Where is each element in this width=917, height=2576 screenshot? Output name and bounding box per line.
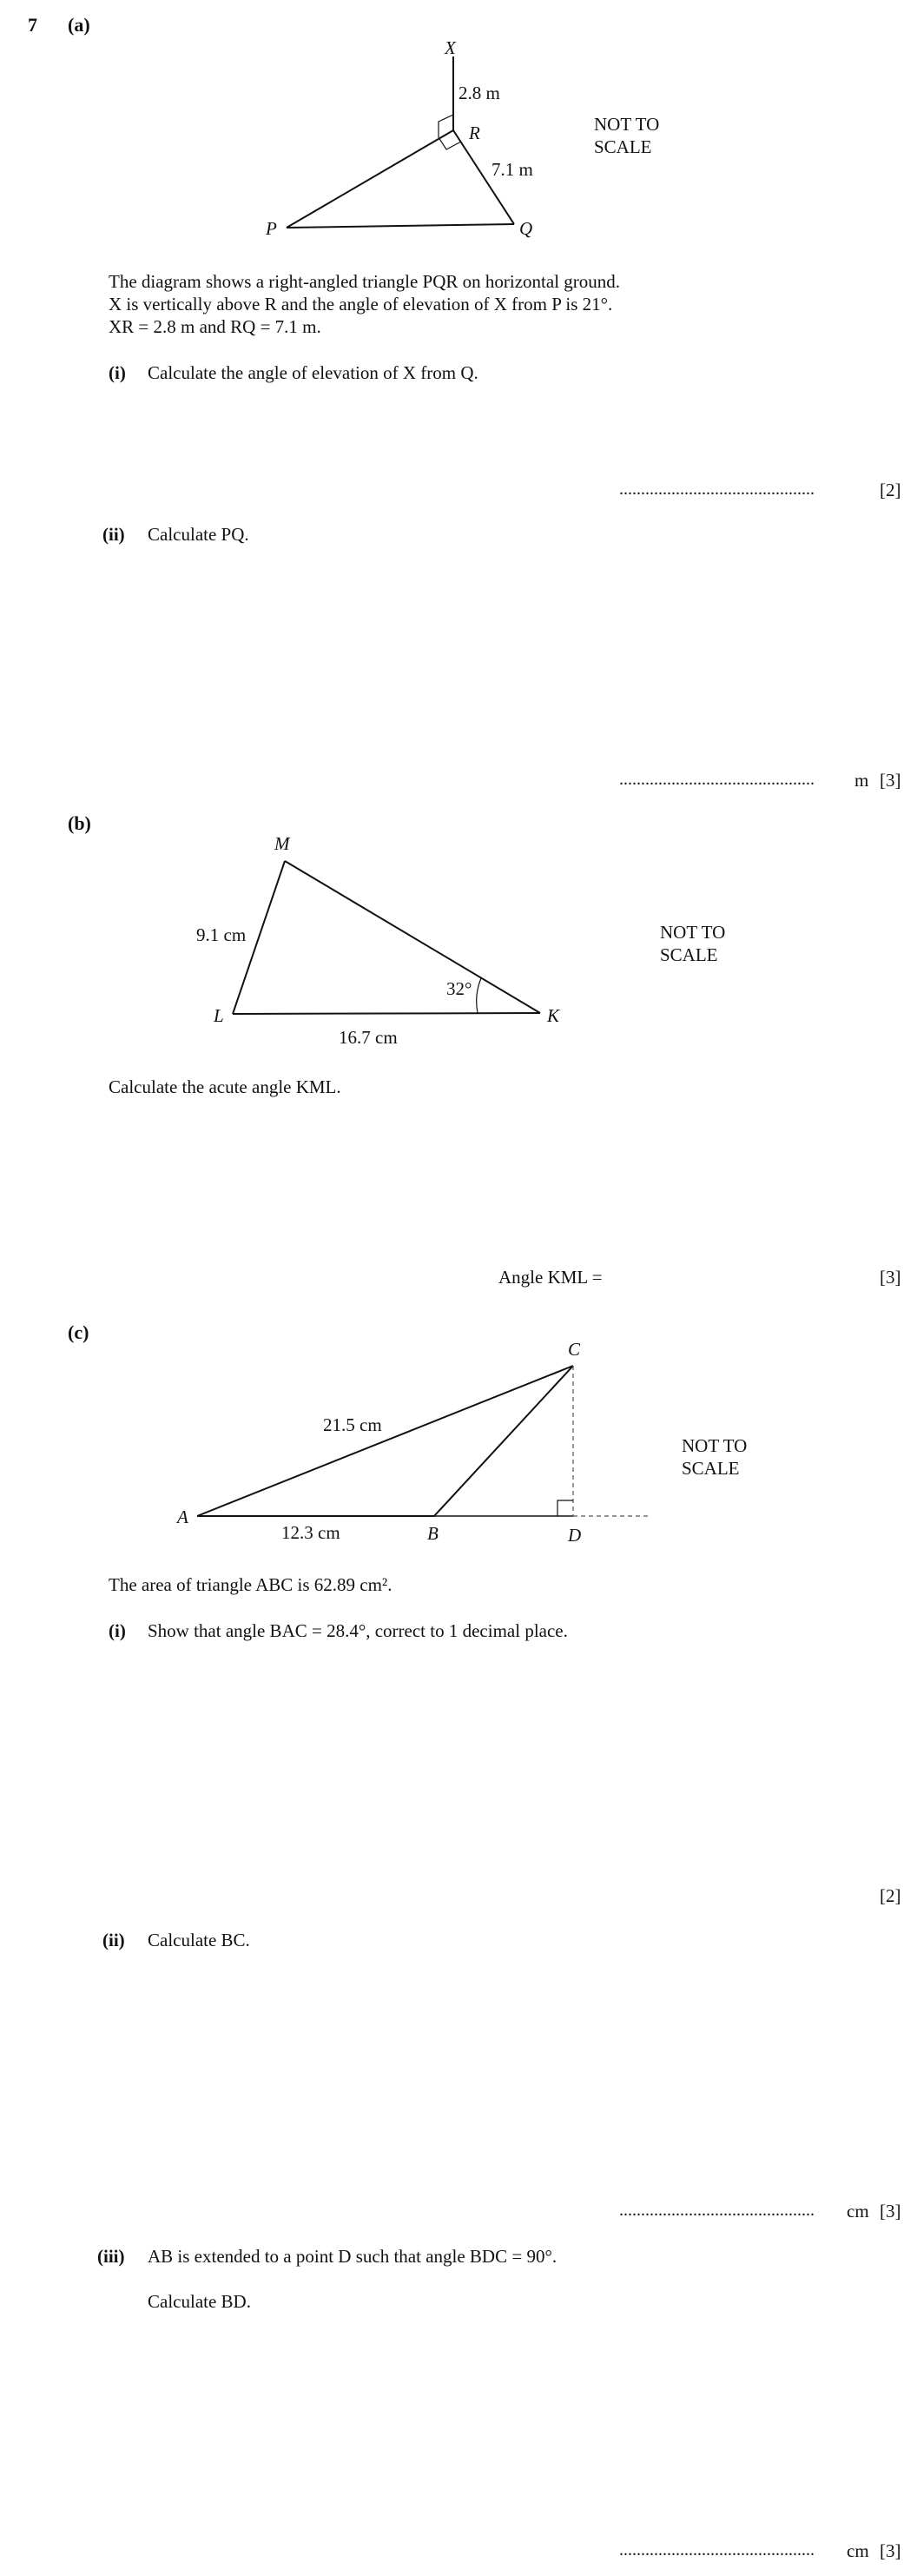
marks-a-i: [2] <box>880 480 901 500</box>
intro-line-1: The diagram shows a right-angled triangle PQR on horizontal ground. <box>109 271 621 292</box>
not-to-scale-a-line1: NOT TO <box>594 114 660 135</box>
answer-line-c-iii[interactable]: ............................................. <box>619 2540 815 2559</box>
c-iii-label: (iii) <box>97 2246 125 2267</box>
point-c-label: C <box>568 1339 581 1360</box>
not-to-scale-b-line1: NOT TO <box>660 922 726 943</box>
point-q-label: Q <box>519 218 533 239</box>
answer-row-b <box>486 1267 901 1288</box>
a-i-text: Calculate the angle of elevation of X from Q. <box>148 362 478 383</box>
xr-length-label: 2.8 m <box>458 83 500 103</box>
part-a-label: (a) <box>68 14 90 36</box>
c-ii-label: (ii) <box>102 1930 125 1950</box>
not-to-scale-b-line2: SCALE <box>660 944 718 965</box>
diagram-c <box>0 1329 917 1555</box>
point-p-label: P <box>266 218 277 239</box>
point-r-label: R <box>469 123 480 143</box>
c-i-label: (i) <box>109 1620 126 1641</box>
unit-c-ii: cm <box>847 2201 869 2222</box>
marks-a-ii: [3] <box>880 770 901 791</box>
lk-length-label: 16.7 cm <box>339 1027 398 1048</box>
point-l-label: L <box>214 1005 224 1026</box>
a-i-label: (i) <box>109 362 126 383</box>
answer-line-a-ii[interactable]: ............................................. <box>619 770 815 789</box>
c-iii-text2: Calculate BD. <box>148 2291 251 2312</box>
point-x-label: X <box>445 37 456 58</box>
unit-a-ii: m <box>854 770 869 791</box>
c-ii-text: Calculate BC. <box>148 1930 250 1950</box>
c-iii-text: AB is extended to a point D such that angle BDC = 90°. <box>148 2246 557 2267</box>
ab-length-label: 12.3 cm <box>281 1522 340 1543</box>
diagram-a <box>0 0 917 243</box>
ac-length-label: 21.5 cm <box>323 1414 382 1435</box>
marks-c-iii: [3] <box>880 2540 901 2561</box>
marks-b: [3] <box>880 1267 901 1288</box>
a-ii-label: (ii) <box>102 524 125 545</box>
point-m-label: M <box>274 833 290 854</box>
not-to-scale-c-line2: SCALE <box>682 1458 740 1479</box>
intro-line-3: XR = 2.8 m and RQ = 7.1 m. <box>109 316 321 337</box>
c-area-text: The area of triangle ABC is 62.89 cm². <box>109 1574 393 1595</box>
marks-c-i: [2] <box>880 1885 901 1906</box>
not-to-scale-a-line2: SCALE <box>594 136 652 157</box>
marks-c-ii: [3] <box>880 2201 901 2222</box>
part-c-label: (c) <box>68 1321 89 1343</box>
not-to-scale-c-line1: NOT TO <box>682 1435 748 1456</box>
intro-line-2: X is vertically above R and the angle of elevation of X from P is 21°. <box>109 294 613 315</box>
answer-line-c-ii[interactable]: ............................................. <box>619 2201 815 2220</box>
answer-line-a-i[interactable]: ............................................. <box>619 480 815 499</box>
point-k-label: K <box>547 1005 560 1026</box>
point-d-label: D <box>568 1525 582 1546</box>
b-text: Calculate the acute angle KML. <box>109 1076 341 1097</box>
angle-32-label: 32° <box>446 978 472 999</box>
point-a-label: A <box>177 1507 188 1527</box>
rq-length-label: 7.1 m <box>491 159 533 180</box>
answer-prefix-b: Angle KML = <box>498 1267 603 1288</box>
diagram-b <box>0 817 917 1077</box>
a-ii-text: Calculate PQ. <box>148 524 249 545</box>
lm-length-label: 9.1 cm <box>196 924 247 945</box>
question-number: 7 <box>28 14 37 36</box>
unit-c-iii: cm <box>847 2540 869 2561</box>
part-b-label: (b) <box>68 812 91 834</box>
point-b-label: B <box>427 1523 439 1544</box>
c-i-text: Show that angle BAC = 28.4°, correct to 1 decimal place. <box>148 1620 568 1641</box>
